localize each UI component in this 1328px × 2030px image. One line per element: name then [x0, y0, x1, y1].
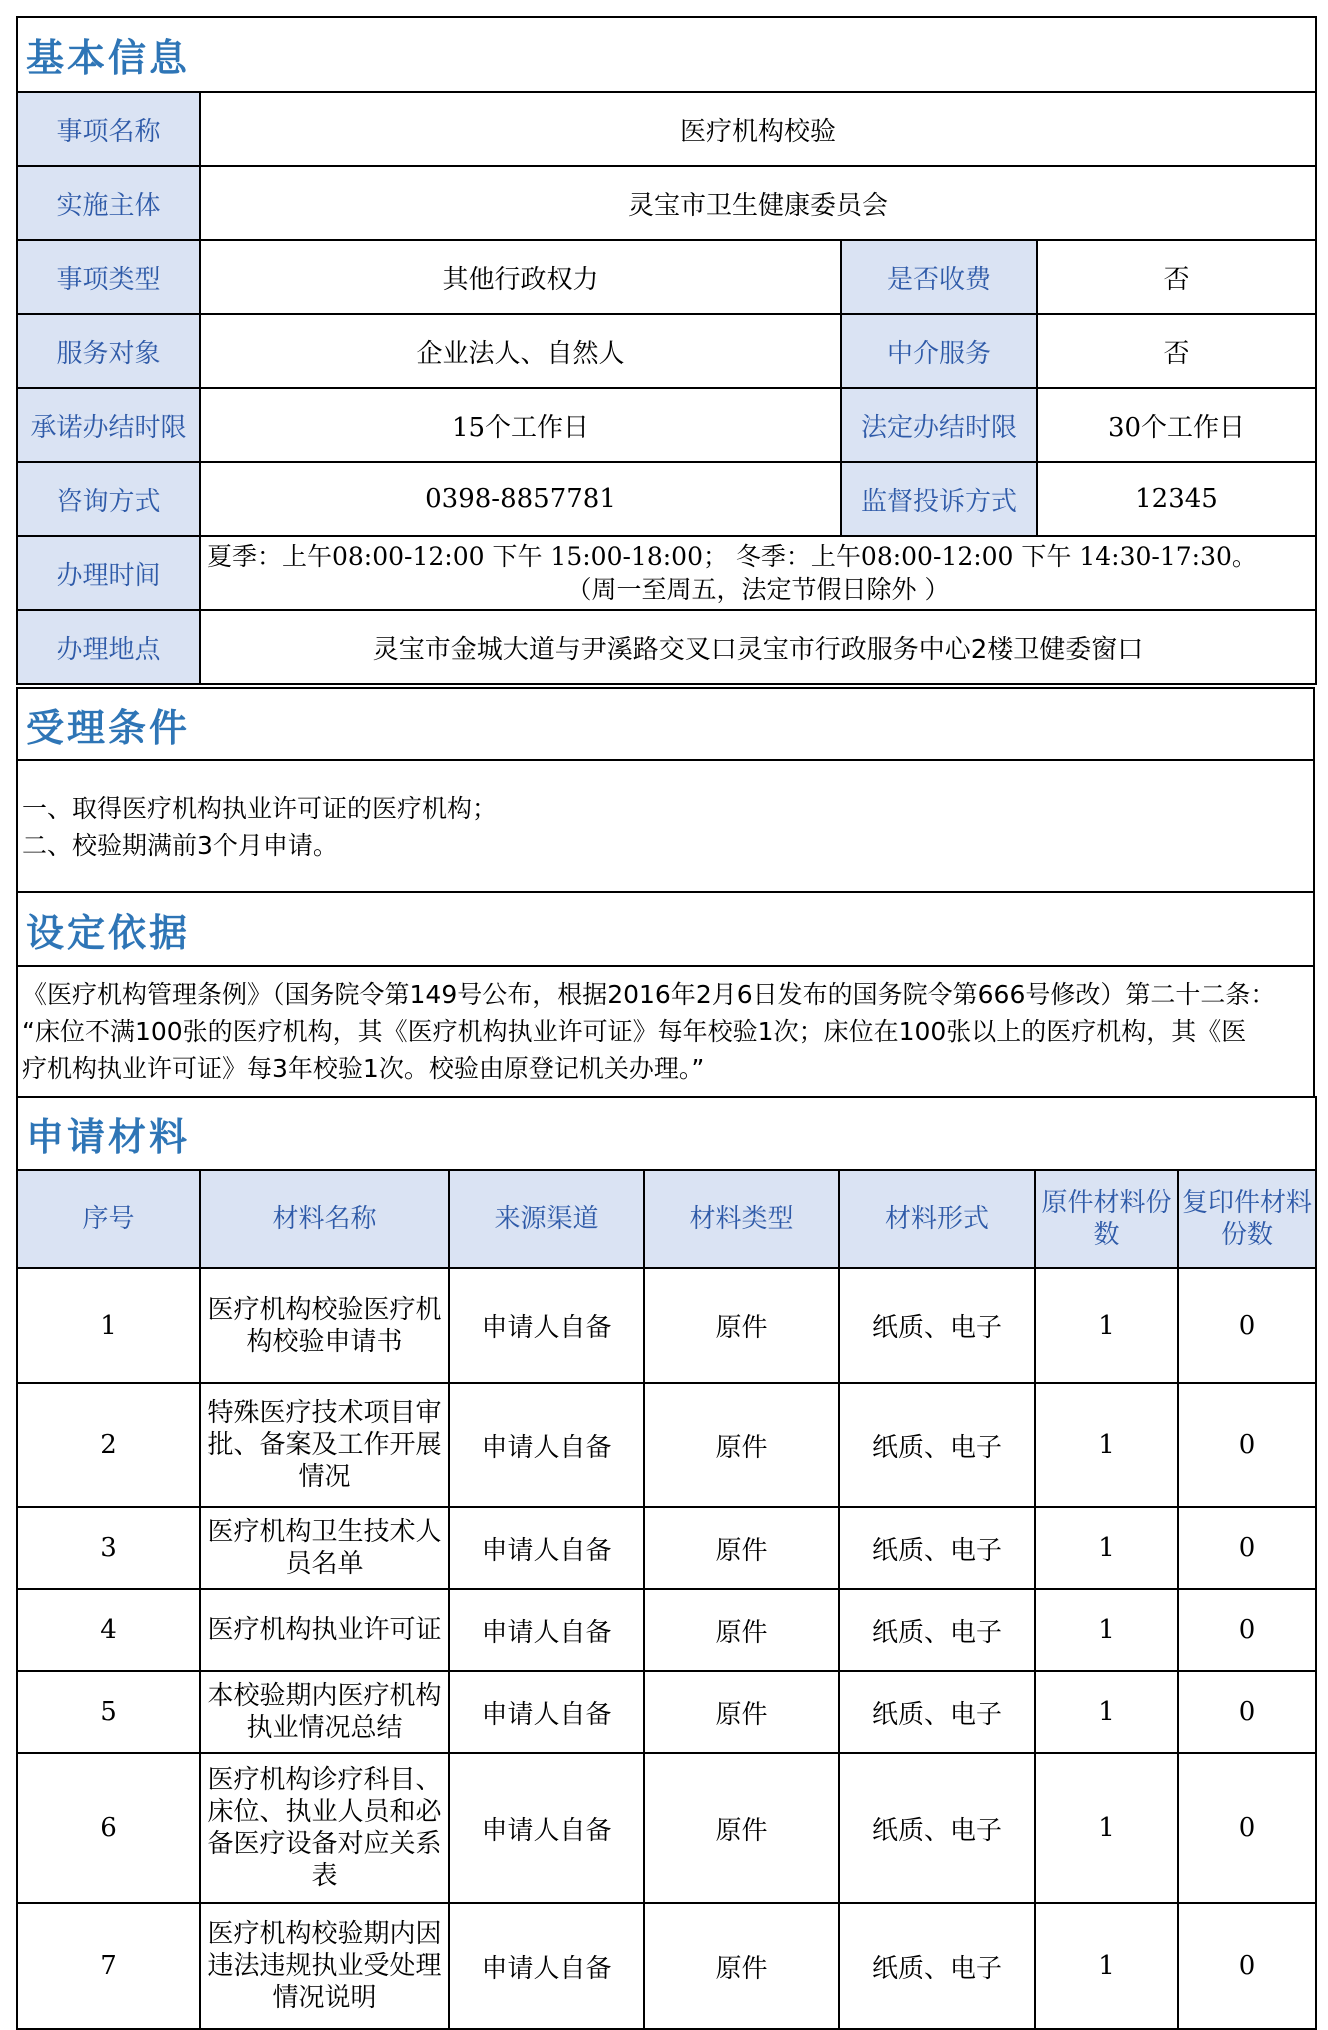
- material-no: 2: [17, 1383, 200, 1507]
- material-no: 1: [17, 1268, 200, 1383]
- material-name-line: 备医疗设备对应关系: [207, 1829, 442, 1859]
- material-name-line: 执业情况总结: [246, 1713, 403, 1743]
- col-header-copy-line-1: 复印件材料: [1182, 1188, 1313, 1218]
- material-name: [200, 1507, 449, 1589]
- material-source: 申请人自备: [449, 1268, 644, 1383]
- fee-value: 否: [1037, 240, 1316, 314]
- col-header-copy-count: [1178, 1170, 1316, 1268]
- material-source: 申请人自备: [449, 1589, 644, 1671]
- material-no: 7: [17, 1903, 200, 2029]
- promise-label: 承诺办结时限: [17, 388, 200, 462]
- col-header-type: 材料类型: [644, 1170, 839, 1268]
- materials-table: [16, 1096, 1317, 2030]
- col-header-original-count: [1035, 1170, 1178, 1268]
- condition-line-2: 二、校验期满前3个月申请。: [22, 831, 338, 860]
- material-name-line: 医疗机构诊疗科目、: [207, 1765, 442, 1795]
- subject-label: 实施主体: [17, 166, 200, 240]
- location-label: 办理地点: [17, 610, 200, 684]
- location-value: 灵宝市金城大道与尹溪路交叉口灵宝市行政服务中心2楼卫健委窗口: [200, 610, 1316, 684]
- conditions-table: [16, 687, 1315, 895]
- col-header-original-line-2: 数: [1093, 1220, 1120, 1250]
- hours-line-2: （周一至周五，法定节假日除外 ）: [566, 575, 950, 604]
- material-form: 纸质、电子: [839, 1507, 1035, 1589]
- conditions-text: [17, 760, 1314, 894]
- item-name-value: 医疗机构校验: [200, 92, 1316, 166]
- section-title-materials: 申请材料: [17, 1097, 1316, 1170]
- material-name-line: 床位、执业人员和必: [207, 1797, 442, 1827]
- target-label: 服务对象: [17, 314, 200, 388]
- complaint-label: 监督投诉方式: [841, 462, 1037, 536]
- material-form: 纸质、电子: [839, 1753, 1035, 1903]
- material-row: [17, 1383, 1316, 1507]
- material-row: [17, 1903, 1316, 2029]
- material-name-line: 特殊医疗技术项目审: [207, 1398, 442, 1428]
- material-no: 3: [17, 1507, 200, 1589]
- material-name-line: 违法违规执业受处理: [207, 1951, 442, 1981]
- hours-label: 办理时间: [17, 536, 200, 610]
- material-name-line: 构校验申请书: [246, 1326, 403, 1357]
- fee-label: 是否收费: [841, 240, 1037, 314]
- legal-value: 30个工作日: [1037, 388, 1316, 462]
- col-header-name: 材料名称: [200, 1170, 449, 1268]
- section-title-basis: 设定依据: [17, 892, 1314, 966]
- material-no: 6: [17, 1753, 200, 1903]
- hours-value: [200, 536, 1316, 610]
- material-row: [17, 1268, 1316, 1383]
- material-copy-count: 0: [1178, 1268, 1316, 1383]
- basis-line-2: “床位不满100张的医疗机构，其《医疗机构执业许可证》每年校验1次；床位在100张以上的医疗机构，其《医: [22, 1017, 1247, 1046]
- material-name-line: 医疗机构校验医疗机: [207, 1294, 442, 1325]
- material-original-count: 1: [1035, 1268, 1178, 1383]
- material-row: [17, 1753, 1316, 1903]
- material-type: 原件: [644, 1589, 839, 1671]
- item-name-label: 事项名称: [17, 92, 200, 166]
- material-name-line: 医疗机构校验期内因: [207, 1919, 442, 1949]
- material-form: 纸质、电子: [839, 1903, 1035, 2029]
- material-form: 纸质、电子: [839, 1268, 1035, 1383]
- material-no: 4: [17, 1589, 200, 1671]
- material-copy-count: 0: [1178, 1753, 1316, 1903]
- material-name: [200, 1383, 449, 1507]
- agency-value: 否: [1037, 314, 1316, 388]
- material-type: 原件: [644, 1383, 839, 1507]
- material-row: [17, 1589, 1316, 1671]
- material-copy-count: 0: [1178, 1589, 1316, 1671]
- material-type: 原件: [644, 1753, 839, 1903]
- material-source: 申请人自备: [449, 1903, 644, 2029]
- material-name-line: 员名单: [285, 1549, 364, 1579]
- material-name-line: 本校验期内医疗机构: [207, 1681, 442, 1711]
- material-name-line: 情况: [298, 1462, 351, 1492]
- material-source: 申请人自备: [449, 1671, 644, 1753]
- consult-label: 咨询方式: [17, 462, 200, 536]
- material-name-line: 表: [311, 1861, 338, 1891]
- material-original-count: 1: [1035, 1589, 1178, 1671]
- type-label: 事项类型: [17, 240, 200, 314]
- agency-label: 中介服务: [841, 314, 1037, 388]
- material-copy-count: 0: [1178, 1383, 1316, 1507]
- col-header-copy-line-2: 份数: [1221, 1220, 1274, 1250]
- material-type: 原件: [644, 1903, 839, 2029]
- basis-table: [16, 891, 1315, 1098]
- material-row: [17, 1507, 1316, 1589]
- material-name-line: 医疗机构卫生技术人: [207, 1517, 442, 1547]
- promise-value: 15个工作日: [200, 388, 841, 462]
- subject-value: 灵宝市卫生健康委员会: [200, 166, 1316, 240]
- material-no: 5: [17, 1671, 200, 1753]
- material-form: 纸质、电子: [839, 1589, 1035, 1671]
- legal-label: 法定办结时限: [841, 388, 1037, 462]
- section-title-basic: 基本信息: [17, 17, 1316, 92]
- material-name-line: 情况说明: [272, 1983, 377, 2013]
- basis-line-3: 疗机构执业许可证》每3年校验1次。校验由原登记机关办理。”: [22, 1054, 705, 1083]
- col-header-no: 序号: [17, 1170, 200, 1268]
- consult-value: 0398-8857781: [200, 462, 841, 536]
- section-title-conditions: 受理条件: [17, 688, 1314, 760]
- target-value: 企业法人、自然人: [200, 314, 841, 388]
- col-header-source: 来源渠道: [449, 1170, 644, 1268]
- material-source: 申请人自备: [449, 1507, 644, 1589]
- material-name-line: 医疗机构执业许可证: [207, 1615, 442, 1645]
- material-name: [200, 1671, 449, 1753]
- materials-rows: [17, 1268, 1316, 2029]
- material-name-line: 批、备案及工作开展: [207, 1430, 442, 1460]
- col-header-original-line-1: 原件材料份: [1041, 1188, 1172, 1218]
- material-original-count: 1: [1035, 1383, 1178, 1507]
- material-name: [200, 1903, 449, 2029]
- condition-line-1: 一、取得医疗机构执业许可证的医疗机构；: [22, 794, 498, 823]
- material-original-count: 1: [1035, 1903, 1178, 2029]
- material-type: 原件: [644, 1671, 839, 1753]
- material-name: [200, 1589, 449, 1671]
- material-copy-count: 0: [1178, 1671, 1316, 1753]
- material-source: 申请人自备: [449, 1753, 644, 1903]
- hours-line-1: 夏季：上午08:00-12:00 下午 15:00-18:00； 冬季：上午08:00-12:00 下午 14:30-17:30。: [207, 542, 1257, 571]
- type-value: 其他行政权力: [200, 240, 841, 314]
- material-original-count: 1: [1035, 1671, 1178, 1753]
- basic-info-table: [16, 16, 1317, 685]
- material-name: [200, 1268, 449, 1383]
- material-original-count: 1: [1035, 1753, 1178, 1903]
- basis-text: [17, 966, 1314, 1097]
- basis-line-1: 《医疗机构管理条例》（国务院令第149号公布，根据2016年2月6日发布的国务院令第666号修改）第二十二条：: [22, 980, 1276, 1009]
- material-copy-count: 0: [1178, 1507, 1316, 1589]
- material-form: 纸质、电子: [839, 1383, 1035, 1507]
- material-original-count: 1: [1035, 1507, 1178, 1589]
- complaint-value: 12345: [1037, 462, 1316, 536]
- material-type: 原件: [644, 1507, 839, 1589]
- material-form: 纸质、电子: [839, 1671, 1035, 1753]
- material-source: 申请人自备: [449, 1383, 644, 1507]
- material-name: [200, 1753, 449, 1903]
- col-header-form: 材料形式: [839, 1170, 1035, 1268]
- material-row: [17, 1671, 1316, 1753]
- material-copy-count: 0: [1178, 1903, 1316, 2029]
- material-type: 原件: [644, 1268, 839, 1383]
